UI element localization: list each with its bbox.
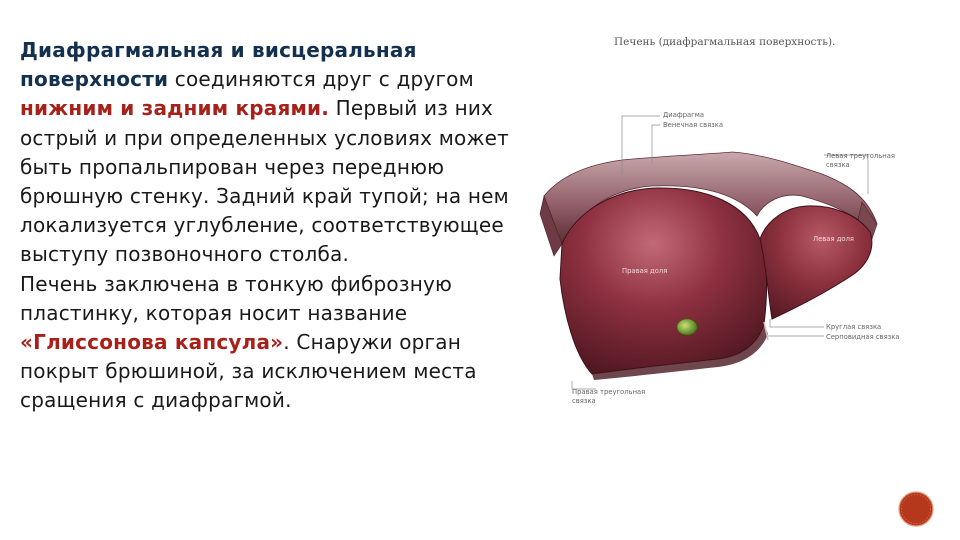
badge-circle-icon [897, 490, 935, 528]
text-run: . Снаружи орган покрыт брюшиной, за исключением места сращения с диафрагмой. [20, 330, 477, 413]
label-right-triangular-1: Правая треугольная [572, 388, 646, 396]
text-run: соединяются друг с другом [168, 67, 474, 92]
text-run: Печень заключена в тонкую фиброзную пластинку, которая носит название [20, 271, 453, 325]
figure-caption: Печень (диафрагмальная поверхность). [614, 36, 836, 48]
liver-figure [532, 24, 900, 414]
label-left-triangular-2: связка [826, 161, 850, 169]
text-run: Первый из них острый и при определенных условиях может быть пропальпирован через переднюю брюшную стенку. Задний край тупой; на нем локализуется углубление, соответствующее выступу позвоночного столба. [20, 96, 510, 267]
paragraph-2 [20, 270, 510, 416]
right-lobe-shape [560, 188, 767, 374]
left-lobe-shape [760, 206, 872, 319]
label-diaphragm: Диафрагма [663, 111, 705, 119]
highlight-capsule: «Глиссонова капсула» [20, 330, 284, 355]
liver-illustration [532, 24, 882, 414]
highlight-surfaces: Диафрагмальная и висцеральная поверхности [20, 38, 417, 92]
body-text [20, 36, 510, 416]
label-right-triangular-2: связка [572, 397, 596, 405]
highlight-edges: нижним и задним краями. [20, 96, 330, 121]
paragraph-1 [20, 36, 510, 270]
label-falciform-ligament: Серповидная связка [826, 333, 900, 341]
label-left-triangular-1: Левая треугольная [826, 152, 895, 160]
gallbladder-shape [677, 319, 697, 335]
label-left-lobe: Левая доля [813, 235, 855, 243]
page-number-badge [897, 490, 935, 528]
label-right-lobe: Правая доля [622, 267, 668, 275]
label-round-ligament: Круглая связка [826, 323, 882, 331]
label-coronary-ligament: Венечная связка [663, 121, 724, 129]
